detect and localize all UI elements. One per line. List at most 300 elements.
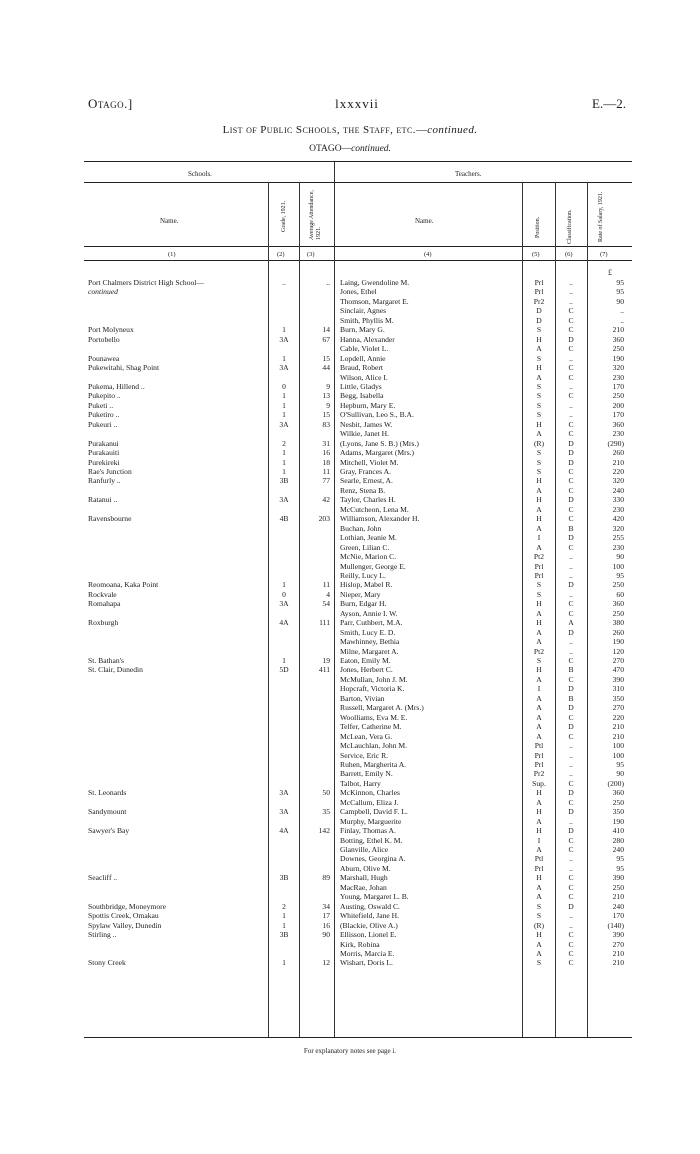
teacher-name-cell: Wilson, Alice I. [340,372,388,382]
table-row [0,703,700,712]
table-row [0,344,700,353]
col-number-2: (2) [277,251,285,258]
classification-cell: .. [569,381,573,391]
table-row [0,760,700,769]
attendance-cell: 411 [318,665,330,675]
grade-cell: 3A [279,363,289,373]
grade-cell: 0 [282,589,286,599]
position-cell: A [536,797,542,807]
position-cell: S [536,381,542,391]
table-row [0,618,700,627]
salary-cell: 250 [612,882,624,892]
school-name-cell: Port Chalmers District High School— [88,278,205,287]
grade-cell: 1 [282,958,286,968]
position-cell: Pt2 [533,552,545,562]
school-name-cell: Rockvale [88,589,117,599]
table-row [0,911,700,920]
salary-cell: 260 [612,448,624,458]
col-school-name: Name. [160,217,179,225]
classification-cell: .. [569,296,573,306]
teacher-name-cell: Nieper, Mary [340,589,381,599]
classification-cell: .. [569,637,573,647]
teacher-name-cell: Barton, Vivian [340,693,385,703]
school-name-cell: Rae's Junction [88,467,132,476]
classification-cell: .. [569,278,573,287]
teacher-name-cell: Hopcraft, Victoria K. [340,684,405,694]
table-row [0,741,700,750]
teacher-name-cell: Aburn, Olive M. [340,863,391,873]
table-row [0,533,700,542]
teacher-name-cell: Austing, Oswald C. [340,901,400,911]
teacher-name-cell: Service, Eric R. [340,750,389,760]
grade-cell: 0 [282,381,286,391]
grade-cell: 3B [279,873,289,883]
classification-cell: C [568,504,574,514]
salary-cell: 210 [612,731,624,741]
salary-cell: 230 [612,504,624,514]
salary-cell: 95 [616,863,624,873]
salary-cell: 390 [612,873,624,883]
grade-cell: 3B [279,930,289,940]
attendance-cell: 50 [322,788,330,798]
classification-cell: C [568,656,574,665]
salary-cell: 320 [612,523,624,533]
teacher-name-cell: Botting, Ethel K. M. [340,835,403,845]
classification-cell: C [568,882,574,892]
school-name-cell: Ravensbourne [88,514,132,524]
position-cell: H [536,363,542,373]
grade-cell: 3B [279,476,289,486]
salary-cell: 230 [612,429,624,439]
position-cell: H [536,599,542,609]
teacher-name-cell: Jones, Herbert C. [340,665,393,675]
table-row [0,429,700,438]
position-cell: Prl [534,759,544,769]
salary-cell: 170 [612,911,624,921]
position-cell: Sup. [532,778,546,788]
table-row [0,495,700,504]
position-cell: A [536,722,542,732]
classification-cell: C [568,608,574,618]
salary-cell: 100 [612,741,624,751]
position-cell: (R) [533,438,545,448]
classification-cell: D [568,627,574,637]
grade-cell: 1 [282,410,286,420]
teacher-name-cell: Renz, Stena B. [340,485,386,495]
position-cell: H [536,495,542,505]
teacher-name-cell: Lopdell, Annie [340,353,386,363]
position-cell: A [536,882,542,892]
position-cell: S [536,325,542,335]
subtitle-main: OTAGO— [309,144,352,154]
col-number-5: (5) [532,251,540,258]
teacher-name-cell: Barrett, Emily N. [340,769,393,779]
table-row [0,325,700,334]
header-document-code: E.—2. [592,96,626,111]
table-row [0,864,700,873]
table-row [0,921,700,930]
table-row [0,732,700,741]
position-cell: I [537,533,541,543]
table-row [0,769,700,778]
position-cell: S [536,467,542,476]
classification-cell: C [568,485,574,495]
school-name-cell: Ranfurly .. [88,476,121,486]
teacher-name-cell: McCallum, Eliza J. [340,797,399,807]
salary-cell: 470 [612,665,624,675]
teacher-name-cell: Gray, Frances A. [340,467,391,476]
grade-cell: 3A [279,788,289,798]
position-cell: I [537,835,541,845]
grade-cell: 1 [282,448,286,458]
attendance-cell: 4 [326,589,330,599]
classification-cell: D [568,684,574,694]
classification-cell: D [568,788,574,798]
classification-cell: D [568,438,574,448]
table-row [0,845,700,854]
grade-cell: 3A [279,807,289,817]
teacher-name-cell: Taylor, Charles H. [340,495,396,505]
table-row [0,873,700,882]
salary-cell: 320 [612,476,624,486]
table-row [0,902,700,911]
teacher-name-cell: Campbell, David F. L. [340,807,408,817]
classification-cell: D [568,807,574,817]
table-row [0,571,700,580]
teacher-name-cell: Cable, Violet L. [340,344,389,354]
school-name-cell: Pounawea [88,353,120,363]
attendance-cell: 17 [322,911,330,921]
teacher-name-cell: McMullan, John J. M. [340,674,408,684]
salary-cell: 95 [616,854,624,864]
salary-cell: 240 [612,845,624,854]
table-row [0,751,700,760]
position-cell: H [536,618,542,628]
salary-cell: 280 [612,835,624,845]
school-name-cell: Spottis Creek, Omakau [88,911,159,921]
classification-cell: .. [569,589,573,599]
table-row [0,467,700,476]
salary-cell: 210 [612,457,624,467]
position-cell: Ptl [534,854,544,864]
school-name-cell: Port Molyneux [88,325,134,335]
table-row [0,448,700,457]
teacher-name-cell: Laing, Gwendoline M. [340,278,410,287]
salary-cell: 90 [616,552,624,562]
table-row [0,722,700,731]
classification-cell: .. [569,920,573,930]
salary-cell: 250 [612,608,624,618]
subtitle-continued: continued. [351,144,391,154]
attendance-cell: 83 [322,419,330,429]
position-cell: A [536,627,542,637]
table-row [0,892,700,901]
page-header [88,96,626,112]
table-row [0,410,700,419]
table-row [0,543,700,552]
table-top-rule [84,161,632,162]
school-name-cell: St. Clair, Dunedin [88,665,143,675]
teacher-name-cell: Glanville, Alice [340,845,389,854]
salary-cell: 90 [616,296,624,306]
teacher-name-cell: Williamson, Alexander H. [340,514,420,524]
table-row [0,788,700,797]
salary-cell: 190 [612,637,624,647]
teacher-name-cell: Nesbit, James W. [340,419,393,429]
teacher-name-cell: McNie, Marion C. [340,552,397,562]
school-name-cell: Puketiro .. [88,410,120,420]
salary-cell: 250 [612,797,624,807]
teacher-name-cell: Downes, Georgina A. [340,854,406,864]
table-row [0,628,700,637]
salary-cell: 250 [612,580,624,590]
salary-cell: 190 [612,353,624,363]
teacher-name-cell: Talbot, Harry [340,778,381,788]
table-row [0,836,700,845]
classification-cell: D [568,901,574,911]
col-number-1: (1) [168,251,176,258]
teacher-name-cell: Jones, Ethel [340,287,377,297]
grade-cell: 3A [279,334,289,344]
teacher-name-cell: Russell, Margaret A. (Mrs.) [340,703,424,713]
col-grade: Grade, 1921. [281,200,287,232]
school-name-cell: St. Bathan's [88,656,124,665]
grade-cell: 3A [279,419,289,429]
table-row [0,807,700,816]
position-cell: A [536,372,542,382]
classification-cell: C [568,372,574,382]
school-name-cell: Reomoana, Kaka Point [88,580,159,590]
school-name-cell: Stirling .. [88,930,117,940]
classification-cell: A [568,618,574,628]
salary-cell: 230 [612,372,624,382]
position-cell: A [536,344,542,354]
table-row [0,382,700,391]
teacher-name-cell: Adams, Margaret (Mrs.) [340,448,415,458]
teacher-name-cell: Finlay, Thomas A. [340,826,396,836]
position-cell: H [536,514,542,524]
classification-cell: .. [569,646,573,656]
group-heading-schools: Schools. [188,170,212,178]
salary-cell: (140) [607,920,624,930]
teacher-name-cell: Burn, Mary G. [340,325,385,335]
teacher-name-cell: Braud, Robert [340,363,384,373]
grade-cell: 1 [282,656,286,665]
salary-cell: 120 [612,646,624,656]
teacher-name-cell: Kirk, Robina [340,939,380,949]
col-classification: Classification. [567,209,573,244]
table-row [0,316,700,325]
school-name-cell: Purakanui [88,438,119,448]
classification-cell: .. [569,570,573,580]
teacher-name-cell: (Blackie, Olive A.) [340,920,398,930]
column-number-rule [84,246,632,247]
table-row [0,590,700,599]
teacher-name-cell: Telfer, Catherine M. [340,722,402,732]
position-cell: H [536,419,542,429]
classification-cell: D [568,495,574,505]
position-cell: D [536,306,542,316]
table-row [0,278,700,287]
position-cell: S [536,410,542,420]
grade-cell: 3A [279,599,289,609]
position-cell: Pr2 [533,296,545,306]
classification-cell: C [568,315,574,325]
position-cell: Prl [534,750,544,760]
school-name-cell: St. Leonards [88,788,127,798]
grade-cell: 4B [279,514,289,524]
classification-cell: C [568,306,574,316]
classification-cell: .. [569,769,573,779]
position-cell: S [536,958,542,968]
classification-cell: .. [569,287,573,297]
position-cell: Prl [534,863,544,873]
col-teacher-name: Name. [415,217,434,225]
grade-cell: 3A [279,495,289,505]
position-cell: A [536,504,542,514]
teacher-name-cell: O'Sullivan, Leo S., B.A. [340,410,414,420]
attendance-cell: .. [326,278,330,287]
attendance-cell: 67 [322,334,330,344]
title-main: List of Public Schools, the Staff, etc.— [222,124,428,136]
classification-cell: C [568,712,574,722]
table-row [0,826,700,835]
attendance-cell: 15 [322,353,330,363]
classification-cell: C [568,835,574,845]
salary-cell: 360 [612,599,624,609]
position-cell: H [536,807,542,817]
position-cell: A [536,637,542,647]
position-cell: A [536,731,542,741]
classification-cell: D [568,722,574,732]
school-name-cell: Portobello [88,334,120,344]
salary-cell: 220 [612,712,624,722]
teacher-name-cell: Whitefield, Jane H. [340,911,400,921]
salary-cell: 210 [612,892,624,902]
classification-cell: .. [569,552,573,562]
table-row [0,684,700,693]
teacher-name-cell: Burn, Edgar H. [340,599,387,609]
classification-cell: .. [569,353,573,363]
salary-cell: 60 [616,589,624,599]
classification-cell: C [568,930,574,940]
table-row [0,524,700,533]
table-row [0,552,700,561]
classification-cell: D [568,580,574,590]
teacher-name-cell: Murphy, Marguerite [340,816,402,826]
classification-cell: D [568,334,574,344]
attendance-cell: 13 [322,391,330,401]
school-name-cell: Pukeuri .. [88,419,118,429]
classification-cell: C [568,674,574,684]
classification-cell: C [568,429,574,439]
position-cell: A [536,703,542,713]
classification-cell: C [568,731,574,741]
classification-cell: C [568,958,574,968]
position-cell: Prl [534,561,544,571]
classification-cell: C [568,892,574,902]
table-row [0,609,700,618]
salary-cell: 330 [612,495,624,505]
classification-cell: .. [569,741,573,751]
attendance-cell: 14 [322,325,330,335]
teacher-name-cell: Hislop, Mabel R. [340,580,393,590]
position-cell: A [536,845,542,854]
attendance-cell: 9 [326,381,330,391]
school-name-cell: Spylaw Valley, Dunedin [88,920,162,930]
teacher-name-cell: Hepburn, Mary E. [340,400,396,410]
classification-cell: .. [569,400,573,410]
group-heading-teachers: Teachers. [455,170,482,178]
attendance-cell: 34 [322,901,330,911]
table-row [0,883,700,892]
classification-cell: C [568,391,574,401]
position-cell: A [536,674,542,684]
position-cell: A [536,523,542,533]
table-row [0,675,700,684]
position-cell: A [536,816,542,826]
salary-cell: 270 [612,656,624,665]
table-row [0,391,700,400]
page-title [0,124,700,136]
classification-cell: C [568,778,574,788]
teacher-name-cell: Reilly, Lucy L. [340,570,386,580]
teacher-name-cell: Ellisson, Lionel E. [340,930,397,940]
grade-cell: 1 [282,325,286,335]
salary-cell: 210 [612,958,624,968]
grade-cell: 1 [282,457,286,467]
classification-cell: C [568,873,574,883]
salary-cell: 350 [612,807,624,817]
salary-cell: 420 [612,514,624,524]
table-row [0,854,700,863]
attendance-cell: 31 [322,438,330,448]
school-name-cell: Puketi .. [88,400,114,410]
table-row [0,306,700,315]
position-cell: H [536,930,542,940]
teacher-name-cell: Morris, Marcia E. [340,948,395,958]
salary-cell: (290) [607,438,624,448]
teacher-name-cell: McLean, Vera G. [340,731,393,741]
position-cell: H [536,826,542,836]
position-cell: S [536,901,542,911]
salary-cell: 360 [612,788,624,798]
position-cell: (R) [533,920,545,930]
header-bottom-rule [84,260,632,261]
teacher-name-cell: McCutcheon, Lena M. [340,504,409,514]
teacher-name-cell: Mawhinney, Bethia [340,637,400,647]
attendance-cell: 90 [322,930,330,940]
table-row [0,439,700,448]
salary-cell: 320 [612,363,624,373]
attendance-cell: 142 [318,826,330,836]
classification-cell: .. [569,816,573,826]
salary-cell: 255 [612,533,624,543]
col-salary: Rate of Salary, 1921. [598,191,604,242]
table-row [0,297,700,306]
position-cell: S [536,400,542,410]
school-name-cell: Purakauiti [88,448,120,458]
grade-cell: 1 [282,467,286,476]
salary-cell: 250 [612,344,624,354]
grade-cell: 4A [279,826,289,836]
classification-cell: D [568,457,574,467]
title-continued: continued. [427,124,478,136]
salary-cell: 270 [612,703,624,713]
table-row [0,363,700,372]
position-cell: S [536,448,542,458]
teacher-name-cell: Mullenger, George E. [340,561,406,571]
